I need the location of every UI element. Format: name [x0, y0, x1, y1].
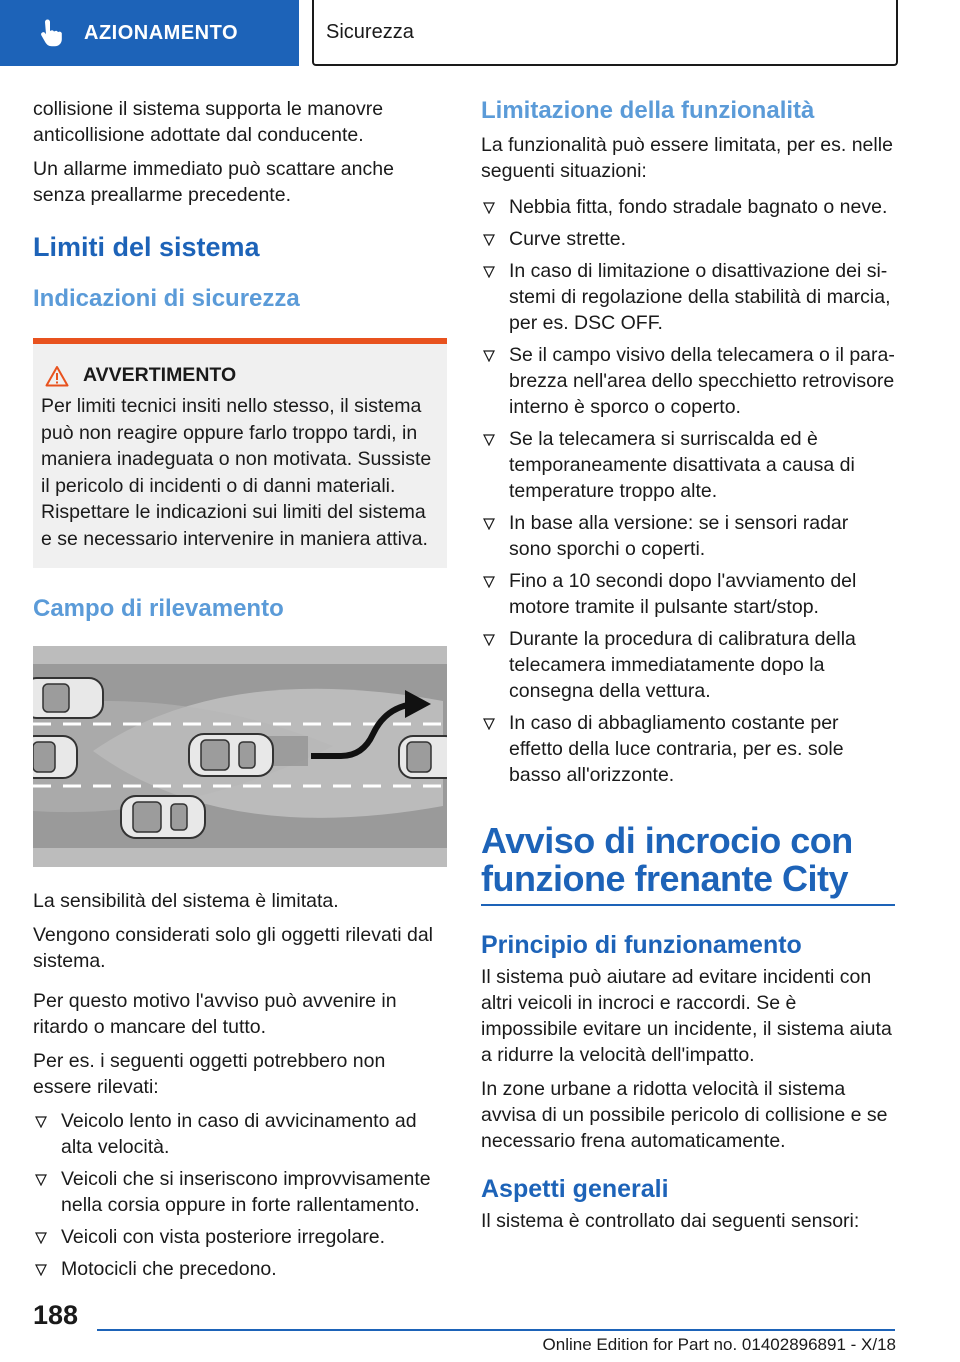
list-item: Durante la procedura di calibratura della telecamera immediatamente dopo la consegna della vettura. — [481, 626, 895, 704]
heading-general-aspects: Aspetti generali — [481, 1175, 669, 1203]
detection-range-illustration — [33, 646, 447, 867]
list-item: Nebbia fitta, fondo stradale bagnato o neve. — [481, 194, 895, 220]
bullet-triangle-icon — [483, 576, 495, 588]
car-icon — [33, 678, 103, 718]
car-icon — [121, 796, 205, 838]
car-icon — [189, 734, 273, 776]
warning-title-row — [45, 364, 439, 387]
paragraph: Per questo motivo l'avviso può avvenire in ritardo o mancare del tutto. — [33, 990, 397, 1038]
list-item: Fino a 10 secondi dopo l'avviamento del motore tramite il pulsante start/stop. — [481, 568, 895, 620]
paragraph: Per es. i seguenti oggetti potrebbero non essere rilevati: — [33, 1050, 386, 1098]
bullet-triangle-icon — [483, 518, 495, 530]
heading-functional-limitation: Limitazione della funzionalità — [481, 97, 815, 124]
list-item: Se la telecamera si surriscalda ed è temporaneamente disattivata a causa di temperature troppo alte. — [481, 426, 895, 504]
paragraph: Vengono considerati solo gli oggetti rilevati dal sistema. — [33, 924, 434, 972]
list-item: Curve strette. — [481, 226, 895, 252]
heading-operating-principle: Principio di funzionamento — [481, 931, 802, 959]
bullet-triangle-icon — [483, 350, 495, 362]
list-item: In base alla versione: se i sensori radar sono sporchi o coperti. — [481, 510, 895, 562]
section-title: Sicurezza — [326, 20, 414, 43]
bullet-triangle-icon — [483, 266, 495, 278]
paragraph: La funzionalità può essere limitata, per es. nelle seguenti situazioni: — [481, 134, 893, 182]
page-number: 188 — [33, 1300, 79, 1330]
left-column — [33, 96, 447, 1288]
footer-divider — [97, 1329, 895, 1331]
list-item: Veicoli con vista posteriore irregolare. — [33, 1224, 447, 1250]
heading-safety: Indicazioni di sicurezza — [33, 285, 300, 312]
car-icon — [399, 736, 447, 778]
section-header — [312, 0, 898, 66]
edition-footer: Online Edition for Part no. 01402896891 - X/18 — [542, 1335, 896, 1354]
bullet-triangle-icon — [483, 202, 495, 214]
bullet-triangle-icon — [483, 234, 495, 246]
bullet-triangle-icon — [483, 718, 495, 730]
bullet-triangle-icon — [35, 1264, 47, 1276]
heading-system-limits: Limiti del sistema — [33, 232, 260, 262]
bullet-triangle-icon — [483, 634, 495, 646]
paragraph: Un allarme immediato può scattare anche senza preallarme precedente. — [33, 158, 394, 206]
heading-detection-range: Campo di rilevamento — [33, 595, 284, 622]
chapter-tab[interactable] — [0, 0, 299, 66]
hand-pointer-icon — [36, 18, 66, 48]
list-item: Veicolo lento in caso di avvicinamento ad alta velocità. — [33, 1108, 447, 1160]
list-item: Veicoli che si inseriscono improvvisamente nella corsia oppure in forte rallentamento. — [33, 1166, 447, 1218]
limitation-list — [481, 194, 895, 788]
paragraph: Il sistema può aiutare ad evitare incidenti con altri veicoli in incroci e raccordi. Se è impossibile evitare un incidente, il sistema aiuta a ridurre la velocità dell'impatto. — [481, 966, 892, 1066]
bullet-triangle-icon — [483, 434, 495, 446]
list-item: Se il campo visivo della telecamera o il parabrezza nell'area dello specchietto retrovisore interno è sporco o coperto. — [481, 342, 895, 420]
bullet-triangle-icon — [35, 1116, 47, 1128]
list-item: Motocicli che precedono. — [33, 1256, 447, 1282]
bullet-triangle-icon — [35, 1232, 47, 1244]
bullet-triangle-icon — [35, 1174, 47, 1186]
paragraph: La sensibilità del sistema è limitata. — [33, 890, 339, 912]
chapter-label: AZIONAMENTO — [84, 21, 239, 44]
warning-box — [33, 338, 447, 568]
warning-title: AVVERTIMENTO — [83, 364, 237, 386]
paragraph: collisione il sistema supporta le manovre anticollisione adottate dal conducente. — [33, 98, 384, 146]
right-column — [481, 96, 895, 1242]
list-item: In caso di limitazione o disattivazione dei sistemi di regolazione della stabilità di marcia, per es. DSC OFF. — [481, 258, 895, 336]
list-item: In caso di abbagliamento costante per effetto della luce contraria, per es. sole basso all'orizzonte. — [481, 710, 895, 788]
paragraph: Il sistema è controllato dai seguenti sensori: — [481, 1210, 860, 1232]
paragraph: In zone urbane a ridotta velocità il sistema avvisa di un possibile pericolo di collisione e se necessario frena automaticamente. — [481, 1078, 888, 1152]
warning-triangle-icon — [45, 365, 69, 387]
warning-text: Per limiti tecnici insiti nello stesso, il sistema può non reagire oppure farlo troppo tardi, in maniera inadeguata o non motivata. Sussiste il pericolo di incidenti o di danni materiali. Rispettare le indicazioni sui limiti del sistema e se necessario intervenire in maniera attiva. — [41, 395, 432, 550]
undetected-objects-list — [33, 1108, 447, 1282]
heading-cross-traffic-warning: Avviso di incrocio con funzione frenante City — [481, 822, 895, 906]
car-icon — [33, 736, 77, 778]
